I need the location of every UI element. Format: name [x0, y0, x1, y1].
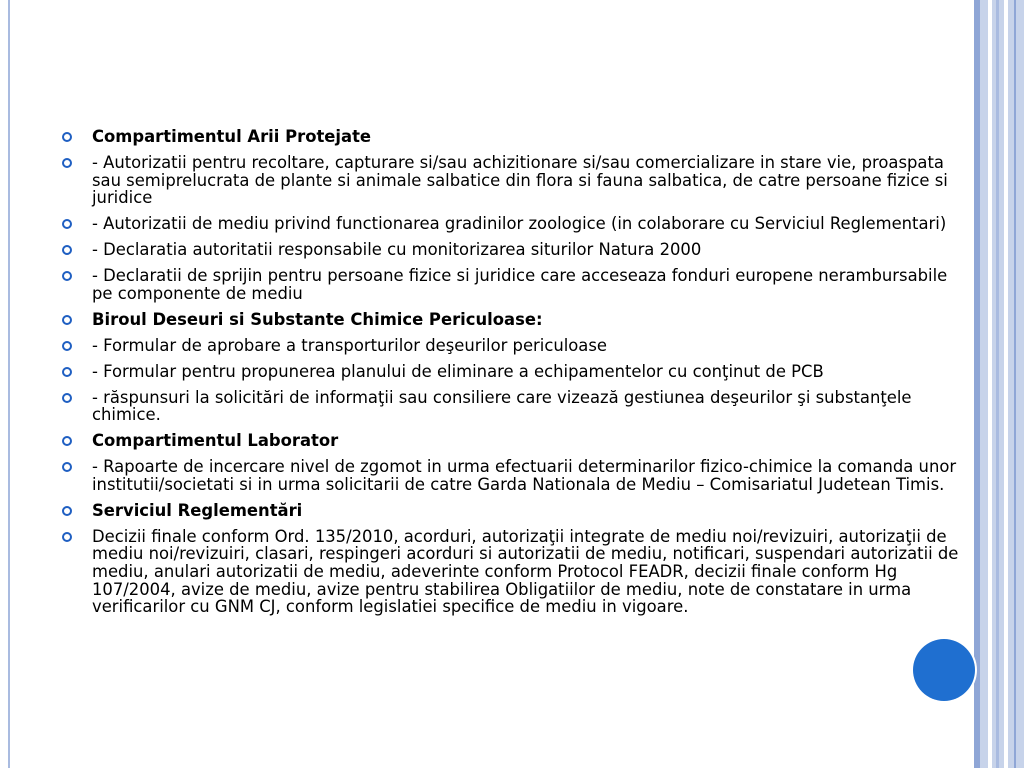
bullet-circle-icon	[62, 158, 72, 168]
list-item: - răspunsuri la solicitări de informaţii sau consiliere care vizează gestiunea deşeurilor şi substanţele chimice.	[62, 389, 967, 424]
slide-content	[62, 128, 967, 624]
right-decorative-stripes	[974, 0, 1024, 768]
list-item: - Autorizatii de mediu privind functionarea gradinilor zoologice (in colaborare cu Serviciul Reglementari)	[62, 215, 967, 233]
bullet-circle-icon	[62, 532, 72, 542]
bullet-circle-icon	[62, 219, 72, 229]
list-item: Compartimentul Laborator	[62, 432, 967, 450]
list-item: - Formular de aprobare a transporturilor deşeurilor periculoase	[62, 337, 967, 355]
bullet-circle-icon	[62, 341, 72, 351]
list-item: Compartimentul Arii Protejate	[62, 128, 967, 146]
bullet-circle-icon	[62, 271, 72, 281]
list-item: - Autorizatii pentru recoltare, capturare si/sau achizitionare si/sau comercializare in stare vie, proaspata sau semiprelucrata de plante si animale salbatice din flora si fauna salbatica, de catre persoane fizice si juridice	[62, 154, 967, 207]
list-item: Biroul Deseuri si Substante Chimice Periculoase:	[62, 311, 967, 329]
list-item: Serviciul Reglementări	[62, 502, 967, 520]
bullet-circle-icon	[62, 245, 72, 255]
bullet-circle-icon	[62, 462, 72, 472]
list-item: Decizii finale conform Ord. 135/2010, acorduri, autorizaţii integrate de mediu noi/revizuiri, autorizaţii de mediu noi/revizuiri, clasari, respingeri acorduri si autorizatii de mediu, notificari, suspendari autorizatii de mediu, anulari autorizatii de mediu, adeverinte conform Protocol FEADR, decizii finale conform Hg 107/2004, avize de mediu, avize pentru stabilirea Obligatiilor de mediu, note de constatare in urma verificarilor cu GNM CJ, conform legislatiei specifice de mediu in vigoare.	[62, 528, 967, 616]
bullet-circle-icon	[62, 367, 72, 377]
list-item: - Declaratii de sprijin pentru persoane fizice si juridice care acceseaza fonduri europene nerambursabile pe componente de mediu	[62, 267, 967, 302]
bullet-circle-icon	[62, 393, 72, 403]
left-border-line	[8, 0, 10, 768]
bullet-circle-icon	[62, 132, 72, 142]
decorative-circle	[913, 639, 975, 701]
list-item: - Declaratia autoritatii responsabile cu monitorizarea siturilor Natura 2000	[62, 241, 967, 259]
bullet-circle-icon	[62, 315, 72, 325]
bullet-circle-icon	[62, 506, 72, 516]
bullet-circle-icon	[62, 436, 72, 446]
list-item: - Rapoarte de incercare nivel de zgomot in urma efectuarii determinarilor fizico-chimice la comanda unor institutii/societati si in urma solicitarii de catre Garda Nationala de Mediu – Comisariatul Judetean Timis.	[62, 458, 967, 493]
list-item: - Formular pentru propunerea planului de eliminare a echipamentelor cu conţinut de PCB	[62, 363, 967, 381]
